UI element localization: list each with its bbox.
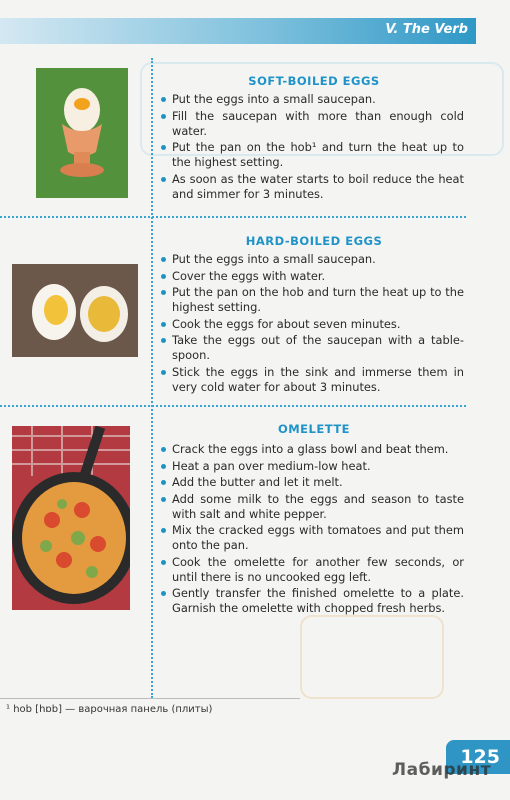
watermark: Лабиринт [392,760,492,780]
recipe-step: Cover the eggs with water. [160,269,464,284]
recipe-step: Put the pan on the hob¹ and turn the heat up to the highest setting. [160,140,464,170]
recipe-step: Crack the eggs into a glass bowl and beat them. [160,442,464,457]
background-ghost-illustration [300,615,444,699]
recipe-step: Heat a pan over medium-low heat. [160,459,464,474]
recipe-step: Cook the eggs for about seven minutes. [160,317,464,332]
recipe-step: Add some milk to the eggs and season to taste with salt and white pepper. [160,492,464,522]
recipe-title: SOFT-BOILED EGGS [248,74,380,88]
recipe-step: Take the eggs out of the saucepan with a table-spoon. [160,333,464,363]
recipe-step: Mix the cracked eggs with tomatoes and put them onto the pan. [160,523,464,553]
recipe-step: As soon as the water starts to boil reduce the heat and simmer for 3 minutes. [160,172,464,202]
recipe-step: Put the eggs into a small saucepan. [160,252,464,267]
recipe-divider [0,405,466,407]
column-separator [151,58,153,698]
footnote-rule [0,698,300,699]
photo-soft-boiled-egg [36,68,128,198]
photo-hard-boiled-eggs [12,264,138,357]
chapter-header-bar [0,18,476,44]
page-number: 125 [460,746,500,768]
recipe-title: HARD-BOILED EGGS [245,234,383,248]
recipe-steps-omelette [160,442,464,618]
recipe-title: OMELETTE [277,422,351,436]
chapter-title: V. The Verb [385,22,468,37]
recipe-step: Put the eggs into a small saucepan. [160,92,464,107]
footnote: ¹ hob [hɒb] — варочная панель (плиты) [6,704,213,715]
boiled-egg-halves-icon [12,264,138,357]
recipe-divider [0,216,466,218]
omelette-pan-icon [12,426,130,610]
recipe-steps-soft-boiled [160,92,464,203]
recipe-steps-hard-boiled [160,252,464,396]
recipe-step: Put the pan on the hob and turn the heat up to the highest setting. [160,285,464,315]
recipe-step: Gently transfer the finished omelette to a plate. Garnish the omelette with chopped fresh herbs. [160,586,464,616]
recipe-step: Stick the eggs in the sink and immerse them in very cold water for about 3 minutes. [160,365,464,395]
photo-omelette [12,426,130,610]
recipe-step: Add the butter and let it melt. [160,475,464,490]
recipe-step: Fill the saucepan with more than enough cold water. [160,109,464,139]
egg-cup-icon [36,68,128,198]
recipe-step: Cook the omelette for another few seconds, or until there is no uncooked egg left. [160,555,464,585]
